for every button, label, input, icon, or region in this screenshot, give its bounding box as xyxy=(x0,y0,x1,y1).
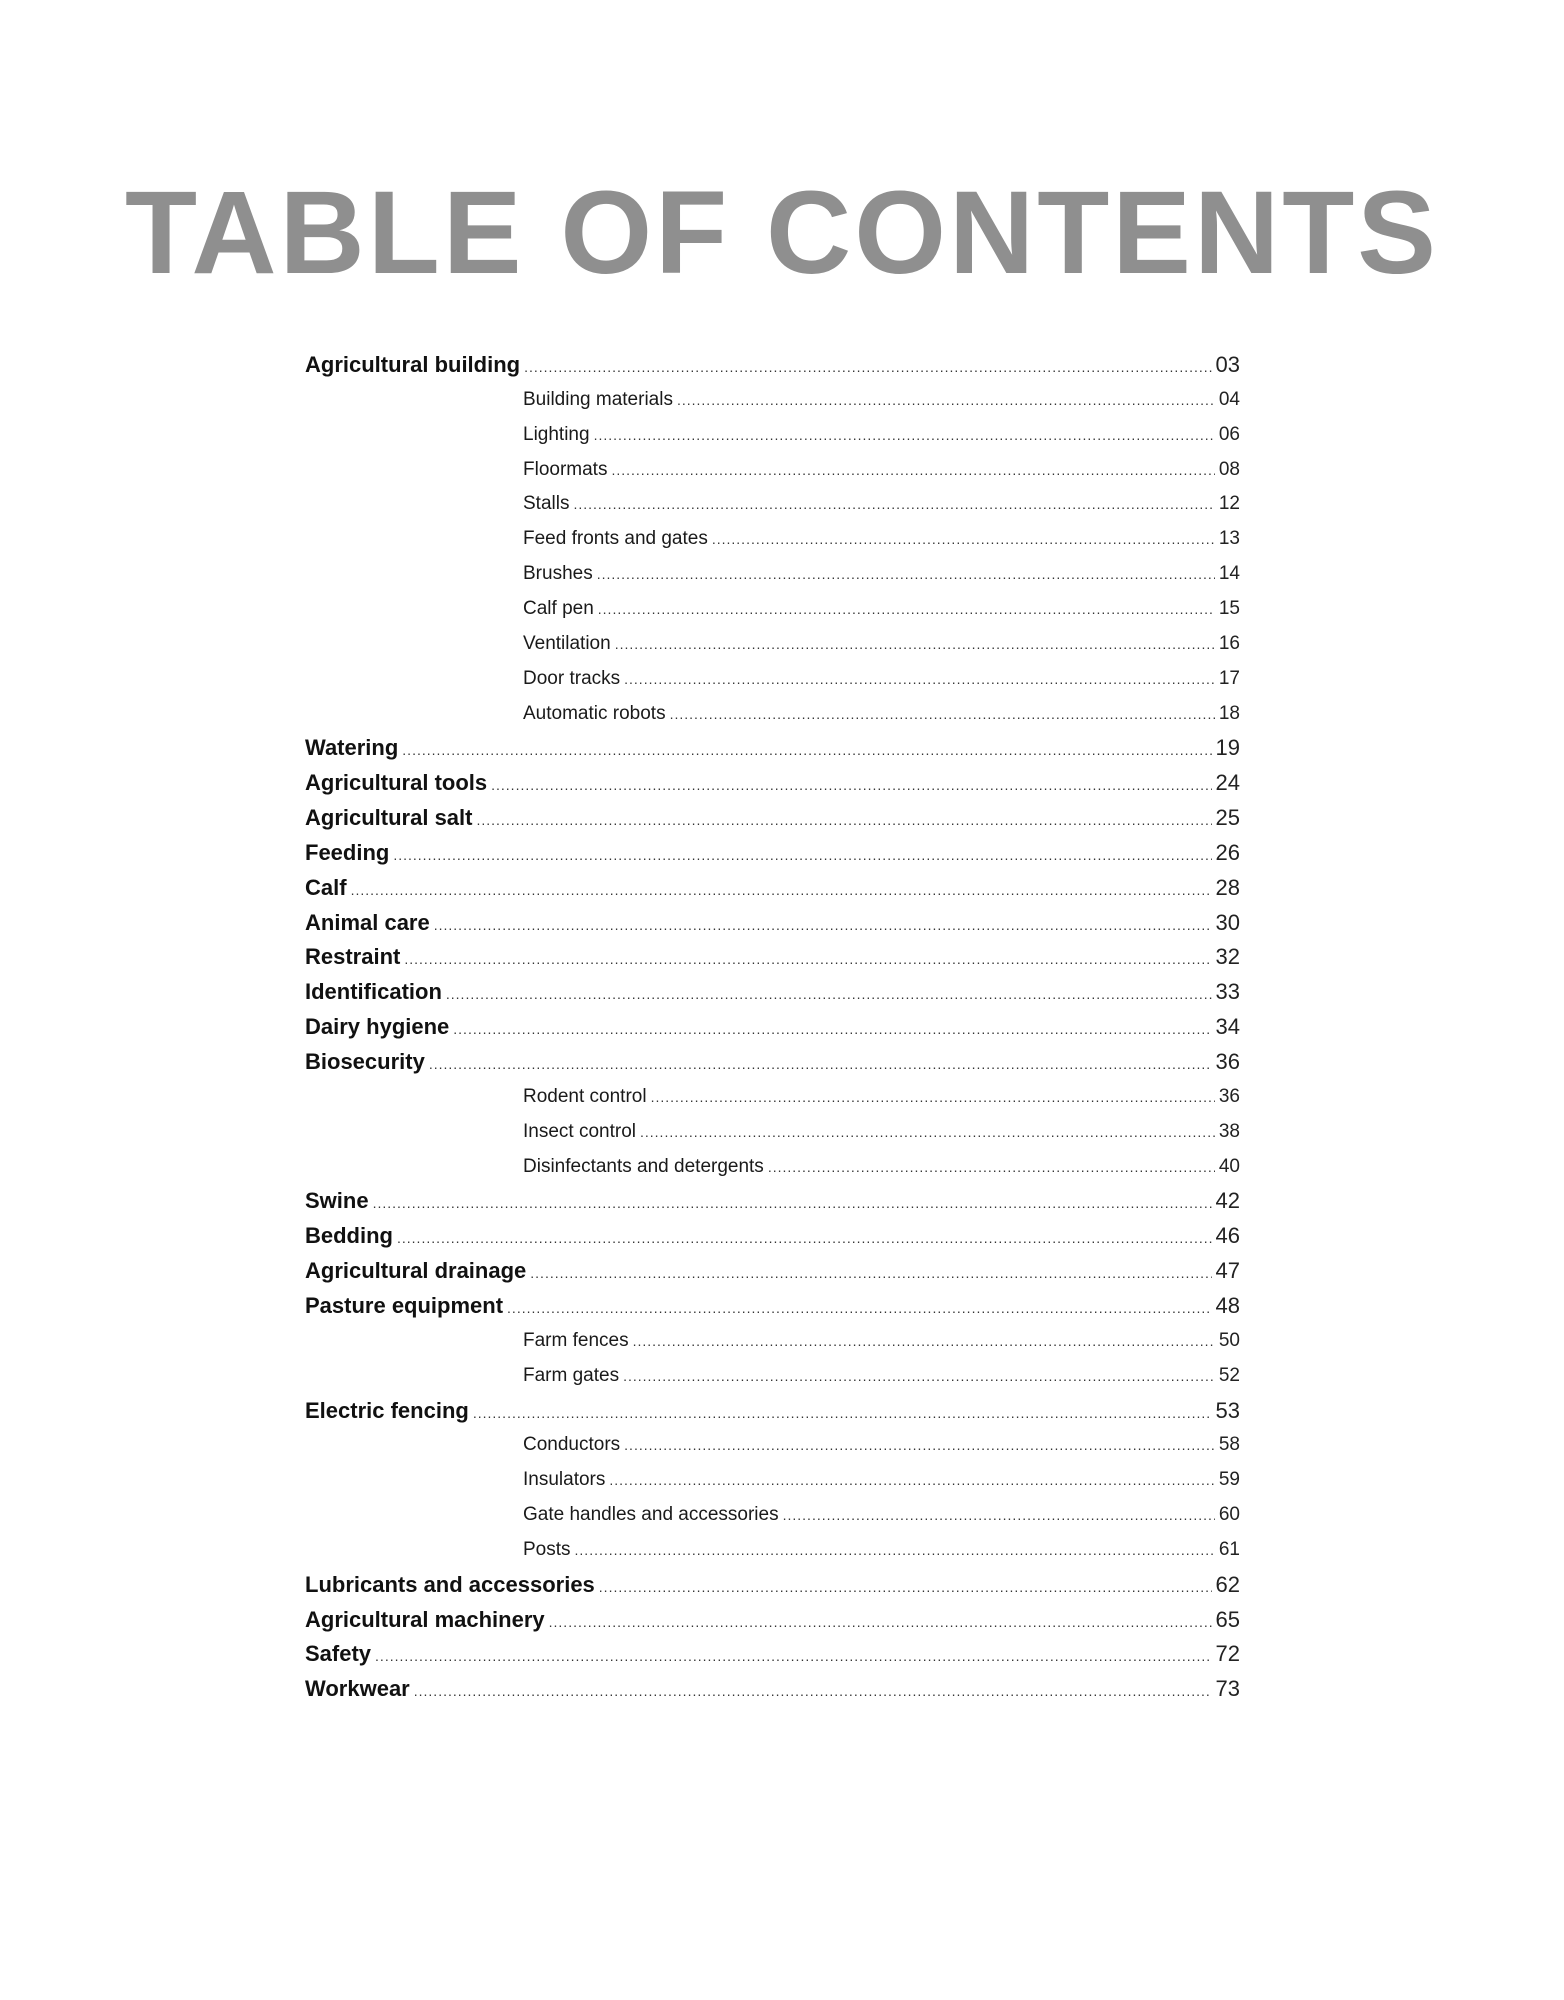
toc-section-entry xyxy=(305,942,1240,972)
toc-page-number: 06 xyxy=(1218,423,1240,445)
toc-dot-leader xyxy=(373,1188,1212,1218)
toc-dot-leader xyxy=(453,1014,1211,1044)
toc-entry-label: Calf pen xyxy=(523,597,594,619)
toc-page-number: 50 xyxy=(1218,1329,1240,1351)
toc-page-number: 24 xyxy=(1215,770,1240,796)
toc-entry-label: Identification xyxy=(305,979,442,1005)
toc-subsection-entry xyxy=(523,1117,1240,1147)
toc-entry-label: Insect control xyxy=(523,1120,636,1142)
toc-page-number: 52 xyxy=(1218,1364,1240,1386)
toc-page-number: 13 xyxy=(1218,528,1240,550)
toc-dot-leader xyxy=(651,1082,1215,1112)
toc-subsection-entry xyxy=(523,699,1240,729)
toc-dot-leader xyxy=(549,1607,1212,1637)
toc-subsection-entry xyxy=(523,1430,1240,1460)
toc-page-number: 32 xyxy=(1215,944,1240,970)
toc-section-entry xyxy=(305,1674,1240,1704)
toc-dot-leader xyxy=(611,455,1214,485)
toc-dot-leader xyxy=(393,840,1211,870)
toc-dot-leader xyxy=(624,664,1215,694)
toc-entry-label: Floormats xyxy=(523,458,608,480)
toc-entry-label: Stalls xyxy=(523,493,570,515)
toc-dot-leader xyxy=(573,489,1214,519)
toc-subsection-entry xyxy=(523,1361,1240,1391)
toc-dot-leader xyxy=(434,910,1212,940)
toc-entry-label: Lubricants and accessories xyxy=(305,1571,595,1597)
toc-subsection-entry xyxy=(523,385,1240,415)
toc-page-number: 14 xyxy=(1218,563,1240,585)
toc-page-number: 03 xyxy=(1215,352,1240,377)
toc-entry-label: Feed fronts and gates xyxy=(523,528,708,550)
toc-page-number: 26 xyxy=(1215,839,1240,865)
toc-dot-leader xyxy=(677,385,1215,415)
toc-subsection-entry xyxy=(523,1535,1240,1565)
toc-entry-label: Pasture equipment xyxy=(305,1292,504,1318)
toc-page-number: 61 xyxy=(1218,1538,1240,1560)
toc-dot-leader xyxy=(404,944,1211,974)
toc-dot-leader xyxy=(783,1500,1215,1530)
toc-page-number: 42 xyxy=(1215,1188,1240,1214)
toc-dot-leader xyxy=(530,1258,1211,1288)
toc-page-number: 18 xyxy=(1218,702,1240,724)
toc-dot-leader xyxy=(473,1398,1212,1428)
toc-dot-leader xyxy=(429,1049,1212,1079)
toc-section-entry xyxy=(305,1291,1240,1321)
toc-page-number: 38 xyxy=(1218,1120,1240,1142)
toc-page-number: 59 xyxy=(1218,1469,1240,1491)
toc-dot-leader xyxy=(397,1223,1212,1253)
toc-page-number: 36 xyxy=(1215,1049,1240,1074)
toc-dot-leader xyxy=(351,875,1212,905)
toc-dot-leader xyxy=(624,1430,1215,1460)
toc-dot-leader xyxy=(524,352,1211,382)
toc-entry-label: Dairy hygiene xyxy=(305,1014,450,1040)
toc-page-number: 53 xyxy=(1215,1397,1240,1423)
toc-page-number: 65 xyxy=(1215,1606,1240,1632)
toc-dot-leader xyxy=(615,629,1215,659)
toc-section-entry xyxy=(305,1639,1240,1669)
toc-entry-label: Watering xyxy=(305,735,399,761)
toc-page-number: 58 xyxy=(1218,1434,1240,1456)
toc-dot-leader xyxy=(599,1572,1212,1602)
toc-subsection-entry xyxy=(523,1082,1240,1112)
toc-entry-label: Conductors xyxy=(523,1434,621,1456)
toc-page-number: 17 xyxy=(1218,667,1240,689)
toc-section-entry xyxy=(305,1256,1240,1286)
toc-entry-label: Agricultural drainage xyxy=(305,1258,527,1284)
toc-page-number: 46 xyxy=(1215,1223,1240,1249)
toc-entry-label: Electric fencing xyxy=(305,1397,469,1423)
toc-section-entry xyxy=(305,1605,1240,1635)
toc-page-number: 36 xyxy=(1218,1085,1240,1107)
toc-dot-leader xyxy=(575,1535,1215,1565)
toc-dot-leader xyxy=(491,770,1211,800)
toc-page-number: 28 xyxy=(1215,874,1240,900)
toc-dot-leader xyxy=(594,420,1215,450)
toc-subsection-entry xyxy=(523,664,1240,694)
toc-dot-leader xyxy=(640,1117,1215,1147)
toc-dot-leader xyxy=(597,559,1215,589)
toc-section-entry xyxy=(305,733,1240,763)
toc-dot-leader xyxy=(598,594,1215,624)
toc-page-number: 04 xyxy=(1218,388,1240,410)
toc-page-number: 15 xyxy=(1218,597,1240,619)
toc-subsection-entry xyxy=(523,1500,1240,1530)
toc-dot-leader xyxy=(712,524,1215,554)
toc-entry-label: Disinfectants and detergents xyxy=(523,1155,764,1177)
toc-subsection-entry xyxy=(523,1152,1240,1182)
toc-page-number: 16 xyxy=(1218,632,1240,654)
toc-page-number: 25 xyxy=(1215,805,1240,831)
toc-entry-label: Agricultural tools xyxy=(305,770,488,796)
toc-entry-label: Feeding xyxy=(305,839,390,865)
toc-dot-leader xyxy=(414,1676,1212,1706)
toc-section-entry xyxy=(305,1012,1240,1042)
toc-page-number: 40 xyxy=(1218,1155,1240,1177)
toc-section-entry xyxy=(305,1047,1240,1077)
toc-subsection-entry xyxy=(523,559,1240,589)
toc-section-entry xyxy=(305,803,1240,833)
toc-entry-label: Rodent control xyxy=(523,1085,647,1107)
toc-page-number: 60 xyxy=(1218,1504,1240,1526)
toc-page-number: 08 xyxy=(1218,458,1240,480)
toc-page-number: 30 xyxy=(1215,909,1240,935)
toc-page-number: 34 xyxy=(1215,1014,1240,1040)
toc-entry-label: Farm fences xyxy=(523,1329,629,1351)
toc-section-entry xyxy=(305,768,1240,798)
toc-entry-label: Door tracks xyxy=(523,667,621,689)
toc-entry-label: Restraint xyxy=(305,944,401,970)
toc-subsection-entry xyxy=(523,1326,1240,1356)
toc-entry-label: Animal care xyxy=(305,909,430,935)
toc-page-number: 12 xyxy=(1218,493,1240,515)
toc-subsection-entry xyxy=(523,524,1240,554)
page-title: TABLE OF CONTENTS xyxy=(125,167,1439,299)
toc-dot-leader xyxy=(633,1326,1215,1356)
toc-entry-label: Ventilation xyxy=(523,632,611,654)
toc-page-number: 19 xyxy=(1215,735,1240,761)
toc-entry-label: Gate handles and accessories xyxy=(523,1504,779,1526)
toc-dot-leader xyxy=(670,699,1215,729)
toc-page-number: 73 xyxy=(1215,1676,1240,1702)
toc-subsection-entry xyxy=(523,1465,1240,1495)
toc-entry-label: Biosecurity xyxy=(305,1049,425,1074)
toc-entry-label: Safety xyxy=(305,1641,372,1667)
toc-subsection-entry xyxy=(523,420,1240,450)
toc-entry-label: Agricultural salt xyxy=(305,805,473,831)
toc-page-number: 48 xyxy=(1215,1292,1240,1318)
toc-dot-leader xyxy=(609,1465,1214,1495)
toc-entry-label: Insulators xyxy=(523,1469,606,1491)
toc-dot-leader xyxy=(768,1152,1215,1182)
toc-subsection-entry xyxy=(523,455,1240,485)
toc-entry-label: Automatic robots xyxy=(523,702,666,724)
toc-dot-leader xyxy=(507,1293,1211,1323)
toc-entry-label: Agricultural building xyxy=(305,352,521,377)
toc-page-number: 72 xyxy=(1215,1641,1240,1667)
toc-section-entry xyxy=(305,838,1240,868)
toc-section-entry xyxy=(305,1221,1240,1251)
toc-entry-label: Calf xyxy=(305,874,347,900)
toc-entry-label: Workwear xyxy=(305,1676,410,1702)
toc-subsection-entry xyxy=(523,489,1240,519)
toc-entry-label: Swine xyxy=(305,1188,369,1214)
toc-dot-leader xyxy=(375,1641,1211,1671)
toc-entry-label: Brushes xyxy=(523,563,593,585)
toc-dot-leader xyxy=(623,1361,1215,1391)
toc-subsection-entry xyxy=(523,629,1240,659)
toc-page-number: 33 xyxy=(1215,979,1240,1005)
toc-entry-label: Bedding xyxy=(305,1223,393,1249)
toc-dot-leader xyxy=(402,735,1211,765)
toc-dot-leader xyxy=(476,805,1211,835)
toc-entry-label: Posts xyxy=(523,1538,571,1560)
toc-section-entry xyxy=(305,1570,1240,1600)
toc-section-entry xyxy=(305,977,1240,1007)
toc-entry-label: Farm gates xyxy=(523,1364,620,1386)
toc-section-entry xyxy=(305,908,1240,938)
toc-section-entry xyxy=(305,350,1240,380)
toc-entry-label: Agricultural machinery xyxy=(305,1606,545,1632)
toc-page-number: 62 xyxy=(1215,1571,1240,1597)
toc-section-entry xyxy=(305,1186,1240,1216)
toc-section-entry xyxy=(305,1396,1240,1426)
toc-section-entry xyxy=(305,873,1240,903)
toc-entry-label: Lighting xyxy=(523,423,590,445)
toc-page-number: 47 xyxy=(1215,1258,1240,1284)
toc-subsection-entry xyxy=(523,594,1240,624)
toc-entry-label: Building materials xyxy=(523,388,673,410)
toc-dot-leader xyxy=(446,979,1212,1009)
